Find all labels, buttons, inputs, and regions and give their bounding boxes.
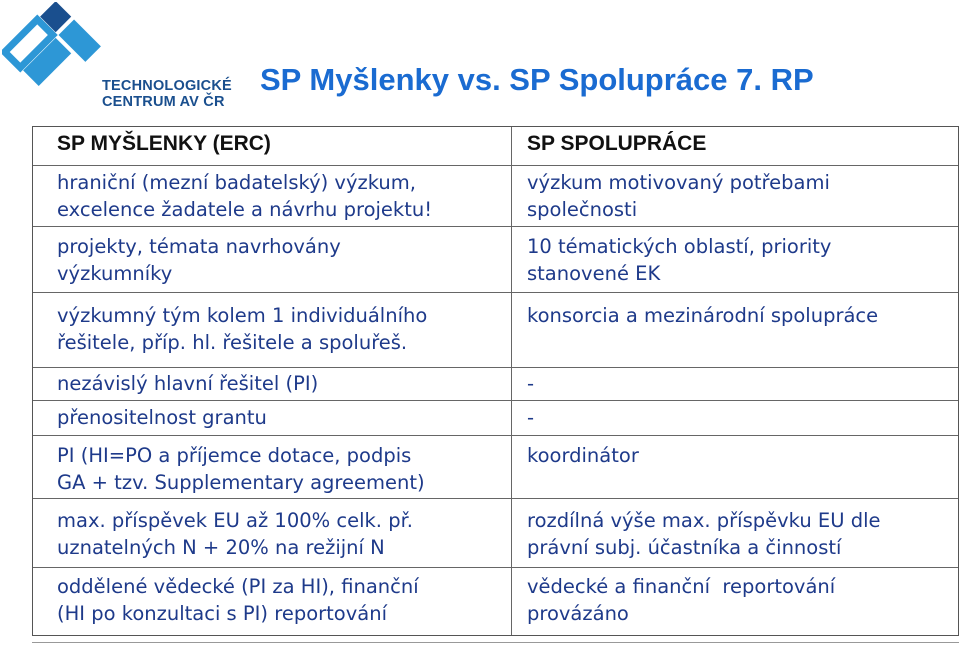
cell-line: výzkumný tým kolem 1 individuálního <box>57 304 428 327</box>
row-divider <box>33 498 958 499</box>
cell-right-row-6 <box>527 442 639 469</box>
cell-line: projekty, témata navrhovány <box>57 235 341 258</box>
cell-left-row-4 <box>57 370 318 397</box>
cell-right-row-3 <box>527 302 878 329</box>
cell-right-row-8 <box>527 573 835 627</box>
cell-line: - <box>527 406 535 429</box>
cell-left-row-2 <box>57 233 341 287</box>
row-divider <box>33 367 958 368</box>
cell-line: nezávislý hlavní řešitel (PI) <box>57 372 319 395</box>
cell-right-row-2 <box>527 233 831 287</box>
cell-line: právní subj. účastníka a činností <box>527 536 842 559</box>
cell-line: - <box>527 372 535 395</box>
cell-line: výzkumníky <box>57 262 173 285</box>
cell-line: přenositelnost grantu <box>57 406 267 429</box>
column-divider <box>511 127 512 635</box>
cell-left-row-6 <box>57 442 425 496</box>
comparison-table <box>32 126 959 636</box>
cell-line: rozdílná výše max. příspěvku EU dle <box>527 509 881 532</box>
page-title: SP Myšlenky vs. SP Spolupráce 7. RP <box>260 62 814 97</box>
cell-line: GA + tzv. Supplementary agreement) <box>57 471 425 494</box>
cell-right-row-4 <box>527 370 534 397</box>
cell-line: vědecké a finanční reportování <box>527 575 836 598</box>
logo-line-1: TECHNOLOGICKÉ <box>102 78 232 94</box>
row-divider <box>33 226 958 227</box>
cell-line: konsorcia a mezinárodní spolupráce <box>527 304 879 327</box>
cell-line: uznatelných N + 20% na režijní N <box>57 536 385 559</box>
cell-left-row-8 <box>57 573 419 627</box>
cell-line: koordinátor <box>527 444 639 467</box>
cell-line: excelence žadatele a návrhu projektu! <box>57 198 433 221</box>
logo-line-2: CENTRUM AV ČR <box>102 94 225 110</box>
cell-line: společnosti <box>527 198 638 221</box>
cell-line: 10 tématických oblastí, priority <box>527 235 832 258</box>
logo-mark-icon <box>2 2 112 112</box>
cell-right-row-5 <box>527 404 534 431</box>
cell-right-row-7 <box>527 507 881 561</box>
logo-text <box>102 78 232 110</box>
cell-left-row-5 <box>57 404 267 431</box>
header-left: SP MYŠLENKY (ERC) <box>57 132 271 155</box>
row-divider <box>33 400 958 401</box>
cell-left-row-1 <box>57 169 432 223</box>
cell-line: max. příspěvek EU až 100% celk. př. <box>57 509 414 532</box>
logo <box>2 2 232 114</box>
cell-line: (HI po konzultaci s PI) reportování <box>57 602 387 625</box>
bottom-rule <box>32 642 959 643</box>
row-divider <box>33 292 958 293</box>
cell-line: provázáno <box>527 602 629 625</box>
cell-line: PI (HI=PO a příjemce dotace, podpis <box>57 444 412 467</box>
cell-line: oddělené vědecké (PI za HI), finanční <box>57 575 419 598</box>
row-divider <box>33 165 958 166</box>
cell-right-row-1 <box>527 169 830 223</box>
cell-line: hraniční (mezní badatelský) výzkum, <box>57 171 416 194</box>
cell-line: výzkum motivovaný potřebami <box>527 171 830 194</box>
row-divider <box>33 435 958 436</box>
cell-line: řešitele, příp. hl. řešitele a spoluřeš. <box>57 331 408 354</box>
row-divider <box>33 567 958 568</box>
cell-line: stanovené EK <box>527 262 661 285</box>
cell-left-row-7 <box>57 507 413 561</box>
header-right: SP SPOLUPRÁCE <box>527 132 707 155</box>
cell-left-row-3 <box>57 302 427 356</box>
